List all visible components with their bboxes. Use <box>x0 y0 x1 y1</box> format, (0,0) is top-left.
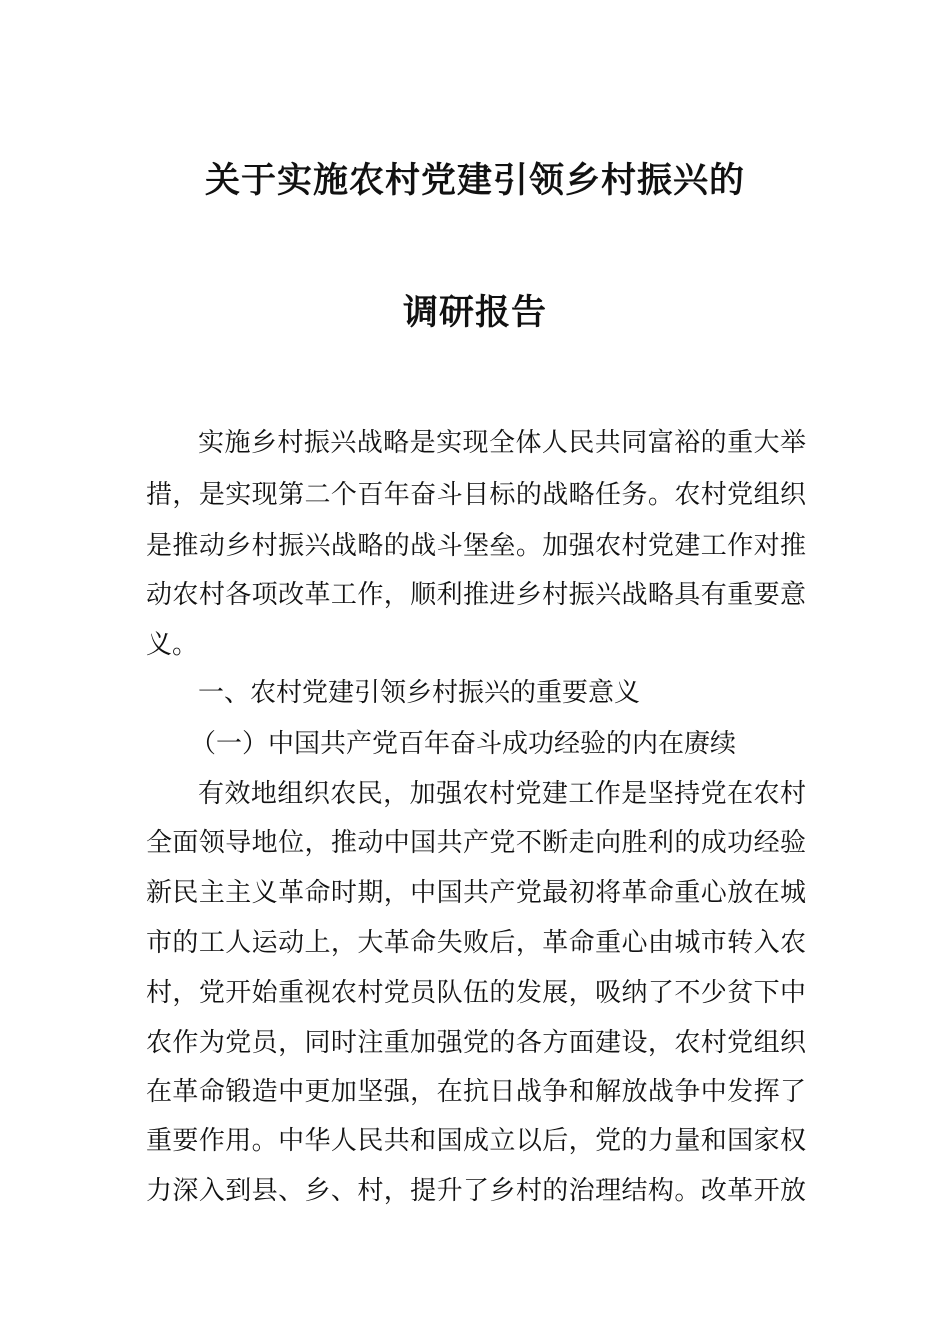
intro-paragraph-line: 义。 <box>146 630 199 660</box>
subsection-heading: （一）中国共产党百年奋斗成功经验的内在赓续 <box>190 729 737 759</box>
document-title-line-1: 关于实施农村党建引领乡村振兴的 <box>204 160 745 201</box>
body-paragraph-line: 全面领导地位，推动中国共产党不断走向胜利的成功经验 <box>146 828 806 858</box>
intro-paragraph-line: 实施乡村振兴战略是实现全体人民共同富裕的重大举 <box>198 428 806 458</box>
body-paragraph-line: 在革命锻造中更加坚强，在抗日战争和解放战争中发挥了 <box>146 1077 806 1107</box>
intro-paragraph-line: 动农村各项改革工作，顺利推进乡村振兴战略具有重要意 <box>146 580 806 610</box>
section-heading: 一、农村党建引领乡村振兴的重要意义 <box>198 678 641 708</box>
body-paragraph-line: 新民主主义革命时期，中国共产党最初将革命重心放在城 <box>146 878 806 908</box>
intro-paragraph-line: 措，是实现第二个百年奋斗目标的战略任务。农村党组织 <box>146 480 806 510</box>
body-paragraph-line: 农作为党员，同时注重加强党的各方面建设，农村党组织 <box>146 1028 806 1058</box>
document-title-line-2: 调研报告 <box>402 292 547 333</box>
body-paragraph-line: 重要作用。中华人民共和国成立以后，党的力量和国家权 <box>146 1126 806 1156</box>
body-paragraph-line: 力深入到县、乡、村，提升了乡村的治理结构。改革开放 <box>146 1176 806 1206</box>
body-paragraph-line: 市的工人运动上，大革命失败后，革命重心由城市转入农 <box>146 928 806 958</box>
body-paragraph-line: 村，党开始重视农村党员队伍的发展，吸纳了不少贫下中 <box>146 978 806 1008</box>
body-paragraph-line: 有效地组织农民，加强农村党建工作是坚持党在农村 <box>198 779 806 809</box>
intro-paragraph-line: 是推动乡村振兴战略的战斗堡垒。加强农村党建工作对推 <box>146 531 806 561</box>
